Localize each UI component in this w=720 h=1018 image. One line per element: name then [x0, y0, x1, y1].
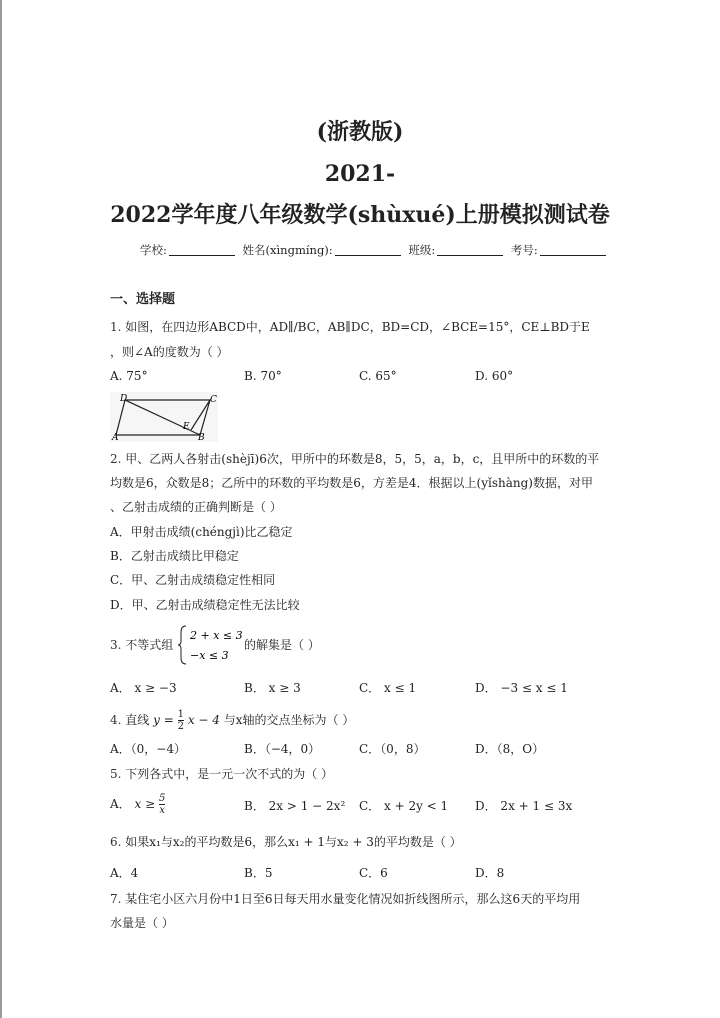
question-number: 4.	[110, 713, 122, 727]
question-7-line-2: 水量是（ ）	[110, 916, 174, 930]
question-number: 6.	[110, 835, 122, 849]
q5-option-c[interactable]: C． x + 2y < 1	[359, 799, 449, 813]
q1-option-d[interactable]: D. 60°	[475, 369, 514, 383]
question-number: 2.	[110, 452, 122, 466]
school-label: 学校:	[140, 243, 167, 257]
q2-option-c[interactable]: C．甲、乙射击成绩稳定性相同	[110, 573, 276, 587]
q1-option-a[interactable]: A. 75°	[110, 369, 148, 383]
equation-right: x − 4	[187, 713, 220, 727]
year-line: 2021-	[324, 161, 396, 187]
exam-no-label: 考号:	[510, 243, 538, 257]
equation-left: y =	[153, 713, 174, 727]
figure-label-d: D	[120, 394, 128, 404]
question-2-line-1	[110, 449, 599, 469]
q2-option-b[interactable]: B．乙射击成绩比甲稳定	[110, 549, 239, 563]
school-blank[interactable]	[169, 243, 235, 256]
q6-option-b[interactable]: B．5	[244, 866, 273, 880]
quadrilateral-figure	[110, 392, 218, 442]
question-text: 某住宅小区六月份中1日至6日每天用水量变化情况如折线图所示，那么这6天的平均用	[125, 892, 581, 906]
question-text: 下列各式中，是一元一次不式的为（ ）	[125, 767, 334, 781]
figure-label-c: C	[210, 395, 217, 405]
q4-option-c[interactable]: C．（0，8）	[359, 742, 426, 756]
q3-option-c[interactable]: C． x ≤ 1	[359, 681, 417, 695]
question-text: 如果x₁与x₂的平均数是6，那么x₁ + 1与x₂ + 3的平均数是（ ）	[125, 835, 462, 849]
question-text: 如图，在四边形ABCD中，AD∥/BC，AB∥DC，BD=CD，∠BCE=15°，CE⊥BD于E	[125, 320, 590, 334]
brace-icon	[178, 626, 186, 664]
question-4-line-1	[110, 707, 354, 733]
q5-option-d[interactable]: D． 2x + 1 ≤ 3x	[475, 799, 573, 813]
fraction-five-over-x	[159, 793, 165, 816]
q6-option-c[interactable]: C．6	[359, 866, 388, 880]
q6-option-a[interactable]: A．4	[110, 866, 139, 880]
question-1-line-1	[110, 317, 590, 337]
q1-option-c[interactable]: C. 65°	[359, 369, 397, 383]
class-label: 班级:	[408, 243, 436, 257]
q6-option-d[interactable]: D．8	[475, 866, 505, 880]
q2-option-a[interactable]: A．甲射击成绩(chéngjì)比乙稳定	[110, 525, 293, 539]
figure-label-e: E	[183, 422, 190, 432]
figure-label-a: A	[112, 433, 119, 442]
q5-option-a[interactable]	[110, 790, 165, 818]
name-blank[interactable]	[335, 243, 401, 256]
page-title: 2022学年度八年级数学(shùxué)上册模拟测试卷	[110, 202, 610, 228]
fraction-one-half	[178, 709, 184, 732]
q2-option-d[interactable]: D．甲、乙射击成绩稳定性无法比较	[110, 598, 300, 612]
exam-no-blank[interactable]	[540, 243, 606, 256]
option-math-pre: x ≥	[134, 797, 156, 811]
page-left-edge	[0, 0, 2, 1018]
fraction-denominator: 2	[177, 721, 184, 732]
edition-label: (浙教版)	[316, 119, 404, 145]
question-3-line-1	[110, 635, 173, 655]
question-number: 1.	[110, 320, 122, 334]
question-number: 7.	[110, 892, 122, 906]
q5-option-b[interactable]: B． 2x > 1 − 2x²	[244, 799, 346, 813]
system-line-1: 2 + x ≤ 3	[190, 629, 243, 642]
question-2-line-2: 均数是6，众数是8；乙所中的环数的平均数是6，方差是4．根据以上(yǐshàng)数据，对甲	[110, 476, 593, 490]
question-2-line-3: 、乙射击成绩的正确判断是（ ）	[110, 500, 282, 514]
fraction-numerator: 5	[158, 793, 166, 804]
q1-option-b[interactable]: B. 70°	[244, 369, 282, 383]
q4-option-a[interactable]: A．（0，−4）	[110, 742, 186, 756]
question-5-line-1	[110, 764, 333, 784]
info-line	[140, 242, 610, 258]
option-label: A．	[110, 797, 131, 811]
q3-option-d[interactable]: D． −3 ≤ x ≤ 1	[475, 681, 568, 695]
question-text: 甲、乙两人各射击(shèjī)6次，甲所中的环数是8，5，5，a，b，c，且甲所中的环数的平	[125, 452, 600, 466]
q3-option-a[interactable]: A． x ≥ −3	[110, 681, 177, 695]
question-1-line-2: ，则∠A的度数为（ ）	[110, 345, 229, 359]
question-number: 5.	[110, 767, 122, 781]
figure-label-b: B	[198, 433, 205, 442]
question-6-line-1	[110, 832, 462, 852]
class-blank[interactable]	[437, 243, 503, 256]
question-after: 与x轴的交点坐标为（ ）	[223, 713, 355, 727]
q4-option-d[interactable]: D．（8，O）	[475, 742, 545, 756]
question-3-after: 的解集是（ ）	[244, 638, 320, 652]
q3-option-b[interactable]: B． x ≥ 3	[244, 681, 301, 695]
name-label: 姓名(xìngmíng):	[242, 243, 333, 257]
question-pre: 直线	[125, 713, 150, 727]
section-title: 一、选择题	[110, 292, 176, 307]
system-line-2: −x ≤ 3	[190, 649, 229, 662]
question-number: 3.	[110, 638, 122, 652]
q4-option-b[interactable]: B．（−4，0）	[244, 742, 321, 756]
fraction-denominator: x	[159, 805, 165, 816]
fraction-numerator: 1	[177, 709, 184, 720]
question-7-line-1	[110, 889, 580, 909]
question-text: 不等式组	[125, 638, 174, 652]
